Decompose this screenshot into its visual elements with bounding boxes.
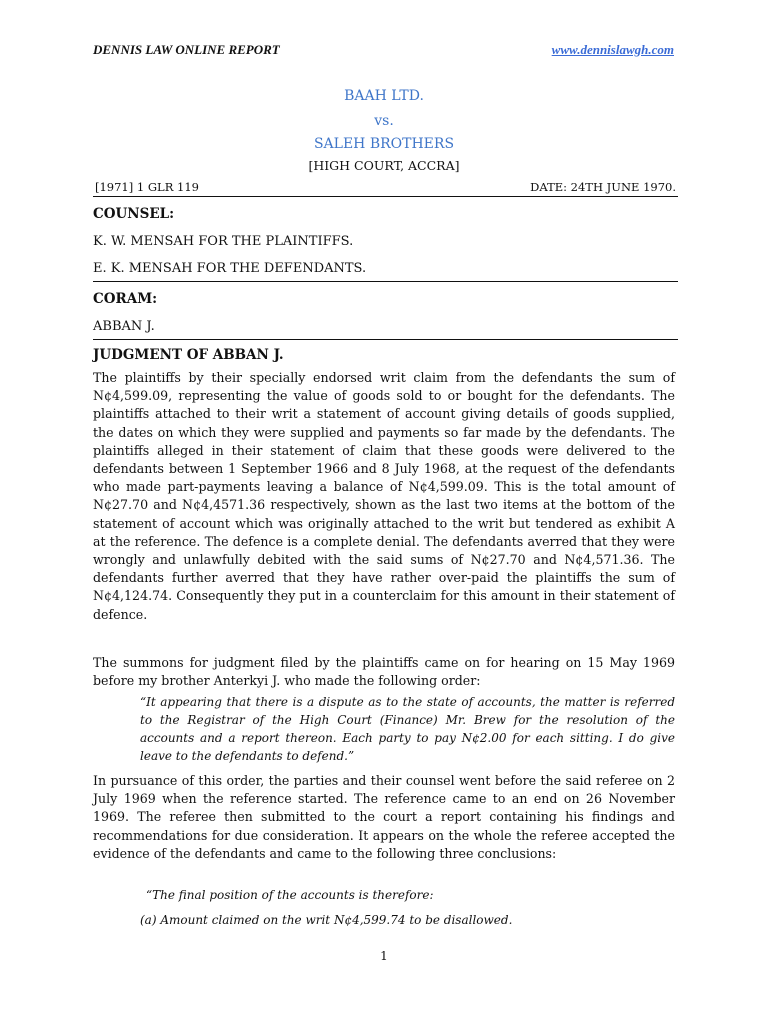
court-name: [HIGH COURT, ACCRA] — [308, 158, 460, 173]
divider-line — [93, 196, 678, 197]
referee-conclusions-intro: “The final position of the accounts is therefore: — [146, 888, 434, 902]
referee-conclusion-a: (a) Amount claimed on the writ N¢4,599.74 to be disallowed. — [140, 913, 513, 927]
judgment-paragraph-1: The plaintiffs by their specially endorsed writ claim from the defendants the sum of N¢4,599.09, representing the value of goods sold to or bought for the defendants. The plaintiffs attached to their writ a statement of account giving details of goods supplied, the dates on which they were supplied and payments so far made by the defendants. The plaintiffs alleged in their statement of claim that these goods were delivered to the defendants between 1 September 1966 and 8 July 1968, at the request of the defendants who made part-payments leaving a balance of N¢4,599.09. This is the total amount of N¢27.70 and N¢4,4571.36 respectively, shown as the last two items at the bottom of the statement of account which was originally attached to the writ but tendered as exhibit A at the reference. The defence is a complete denial. The defendants averred that they were wrongly and unlawfully debited with the said sums of N¢27.70 and N¢4,571.36. The defendants further averred that they have rather over-paid the plaintiffs the sum of N¢4,124.74. Consequently they put in a counterclaim for this amount in their statement of defence. — [93, 370, 675, 622]
plaintiff-name: BAAH LTD. — [344, 88, 424, 104]
judgment-paragraph-3: In pursuance of this order, the parties and their counsel went before the said referee on 2 July 1969 when the reference started. The reference came to an end on 26 November 1969. The referee then submitted to the court a report containing his findings and recommendations for due consideration. It appears on the whole the referee accepted the evidence of the defendants and came to the following three conclusions: — [93, 773, 675, 861]
plaintiffs-counsel: K. W. MENSAH FOR THE PLAINTIFFS. — [93, 234, 354, 249]
divider-line — [93, 281, 678, 282]
counsel-heading: COUNSEL: — [93, 206, 175, 222]
website-link[interactable]: www.dennislawgh.com — [551, 42, 674, 57]
citation-row — [93, 180, 678, 194]
court-order-quote: “It appearing that there is a dispute as to the state of accounts, the matter is referred to the Registrar of the High Court (Finance) Mr. Brew for the resolution of the accounts and a report thereon. Each party to pay N¢2.00 for each sitting. I do give leave to the defendants to defend.” — [140, 695, 675, 763]
defendant-name: SALEH BROTHERS — [313, 136, 455, 152]
defendants-counsel: E. K. MENSAH FOR THE DEFENDANTS. — [93, 261, 367, 276]
coram-judge: ABBAN J. — [93, 319, 155, 334]
coram-heading: CORAM: — [93, 291, 158, 307]
judgment-paragraph-2: The summons for judgment filed by the plaintiffs came on for hearing on 15 May 1969 before my brother Anterkyi J. who made the following order: — [93, 655, 675, 689]
case-citation: [1971] 1 GLR 119 — [95, 180, 199, 194]
judgment-heading: JUDGMENT OF ABBAN J. — [93, 347, 284, 363]
judgment-date: DATE: 24TH JUNE 1970. — [530, 180, 676, 194]
page-number: 1 — [380, 949, 388, 963]
report-header-title: DENNIS LAW ONLINE REPORT — [93, 42, 280, 57]
versus-label: vs. — [374, 113, 394, 129]
divider-line — [93, 339, 678, 340]
